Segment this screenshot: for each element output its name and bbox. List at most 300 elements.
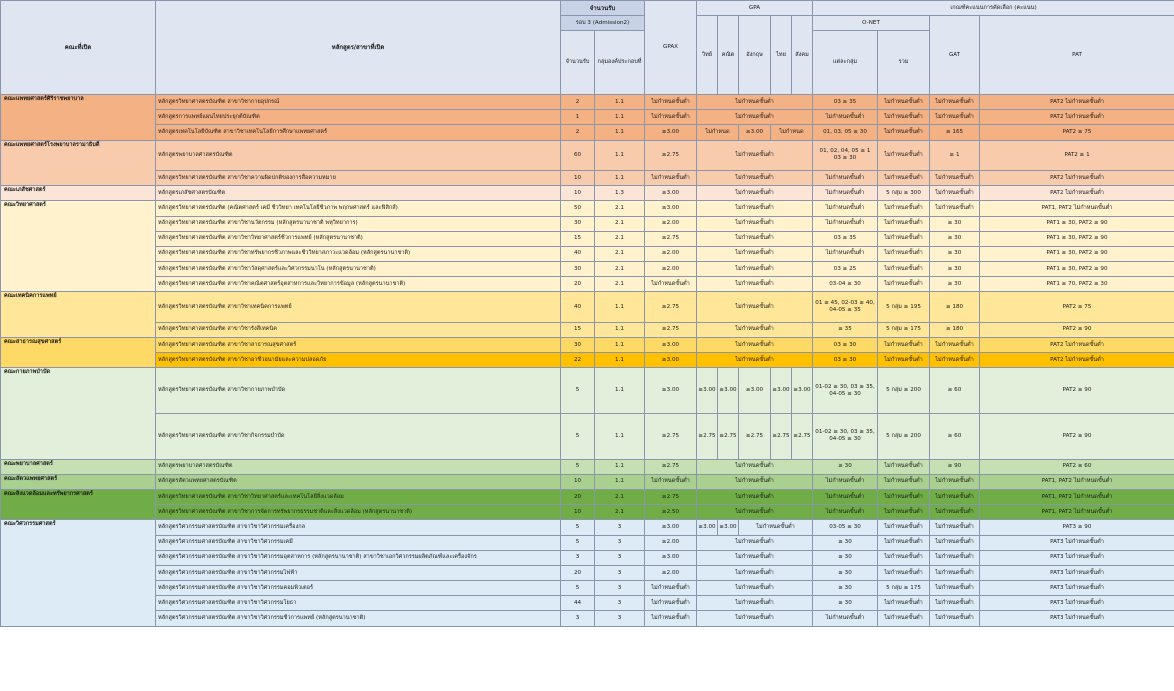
program-cell[interactable]: หลักสูตรวิทยาศาสตรบัณฑิต สาขาวิชานวัตกรรม (หลักสูตรนานาชาติ พหุวิทยาการ)	[156, 216, 561, 231]
element-group-cell[interactable]: 1.1	[595, 140, 645, 170]
header-onet-total[interactable]: รวม	[878, 31, 930, 95]
onet-total-cell[interactable]: ไม่กำหนดขั้นต่ำ	[878, 353, 930, 368]
gpax-cell[interactable]: ≥2.75	[645, 140, 697, 170]
gpax-cell[interactable]: ≥2.00	[645, 216, 697, 231]
onet-each-cell[interactable]: ≥ 30	[813, 581, 878, 596]
onet-each-cell[interactable]: 01, 02, 04, 05 ≥ 1 03 ≥ 30	[813, 140, 878, 170]
gat-cell[interactable]: ≥ 30	[930, 262, 980, 277]
onet-each-cell[interactable]: ไม่กำหนดขั้นต่ำ	[813, 110, 878, 125]
pat-cell[interactable]: PAT1 ≥ 30, PAT2 ≥ 90	[980, 262, 1174, 277]
pat-cell[interactable]: PAT2 ไม่กำหนดขั้นต่ำ	[980, 110, 1174, 125]
gat-cell[interactable]: ไม่กำหนดขั้นต่ำ	[930, 596, 980, 611]
gpa-cell[interactable]: ≥3.00	[697, 520, 718, 535]
pat-cell[interactable]: PAT1 ≥ 30, PAT2 ≥ 90	[980, 216, 1174, 231]
gat-cell[interactable]: ≥ 60	[930, 414, 980, 460]
gpa-cell[interactable]: ≥3.00	[718, 520, 739, 535]
gat-cell[interactable]: ไม่กำหนดขั้นต่ำ	[930, 95, 980, 110]
onet-each-cell[interactable]: 03 ≥ 30	[813, 338, 878, 353]
header-program[interactable]: หลักสูตร/สาขาที่เปิด	[156, 1, 561, 95]
gpax-cell[interactable]: ≥2.75	[645, 231, 697, 246]
seats-cell[interactable]: 15	[561, 231, 595, 246]
gpa-cell[interactable]: ≥3.00	[718, 368, 739, 414]
gpax-cell[interactable]: ไม่กำหนดขั้นต่ำ	[645, 474, 697, 489]
pat-cell[interactable]: PAT3 ไม่กำหนดขั้นต่ำ	[980, 581, 1174, 596]
element-group-cell[interactable]: 2.1	[595, 246, 645, 261]
gpa-cell[interactable]: ≥3.00	[739, 125, 771, 140]
seats-cell[interactable]: 30	[561, 338, 595, 353]
program-cell[interactable]: หลักสูตรวิทยาศาสตรบัณฑิต สาขาวิชาคณิตศาสตร์อุตสาหการและวิทยาการข้อมูล (หลักสูตรนานาชาติ)	[156, 277, 561, 292]
pat-cell[interactable]: PAT3 ไม่กำหนดขั้นต่ำ	[980, 596, 1174, 611]
gat-cell[interactable]: ไม่กำหนดขั้นต่ำ	[930, 338, 980, 353]
gpax-cell[interactable]: ไม่กำหนดขั้นต่ำ	[645, 596, 697, 611]
program-cell[interactable]: หลักสูตรเทคโนโลยีบัณฑิต สาขาวิชาเทคโนโลยีการศึกษาแพทยศาสตร์	[156, 125, 561, 140]
onet-each-cell[interactable]: 01, 03, 05 ≥ 30	[813, 125, 878, 140]
header-criteria-group[interactable]: เกณฑ์คะแนนการคัดเลือก (คะแนน)	[813, 1, 1174, 16]
gpax-cell[interactable]: ≥3.00	[645, 201, 697, 216]
pat-cell[interactable]: PAT1, PAT2 ไม่กำหนดขั้นต่ำ	[980, 489, 1174, 504]
element-group-cell[interactable]: 1.1	[595, 110, 645, 125]
gat-cell[interactable]: ไม่กำหนดขั้นต่ำ	[930, 565, 980, 580]
pat-cell[interactable]: PAT2 ไม่กำหนดขั้นต่ำ	[980, 95, 1174, 110]
gpa-cell[interactable]: ไม่กำหนดขั้นต่ำ	[697, 140, 813, 170]
onet-each-cell[interactable]: 03 ≥ 35	[813, 95, 878, 110]
pat-cell[interactable]: PAT2 ≥ 60	[980, 459, 1174, 474]
gat-cell[interactable]: ≥ 60	[930, 368, 980, 414]
gpax-cell[interactable]: ≥2.75	[645, 322, 697, 337]
element-group-cell[interactable]: 1.3	[595, 186, 645, 201]
onet-each-cell[interactable]: 01-02 ≥ 30, 03 ≥ 35, 04-05 ≥ 30	[813, 368, 878, 414]
element-group-cell[interactable]: 1.1	[595, 292, 645, 322]
onet-total-cell[interactable]: 5 กลุ่ม ≥ 175	[878, 581, 930, 596]
seats-cell[interactable]: 5	[561, 414, 595, 460]
element-group-cell[interactable]: 1.1	[595, 368, 645, 414]
gpax-cell[interactable]: ≥3.00	[645, 353, 697, 368]
gpa-cell[interactable]: ไม่กำหนดขั้นต่ำ	[697, 170, 813, 185]
program-cell[interactable]: หลักสูตรวิทยาศาสตรบัณฑิต สาขาวิชาความผิดปกติของการสื่อความหมาย	[156, 170, 561, 185]
onet-total-cell[interactable]: ไม่กำหนดขั้นต่ำ	[878, 277, 930, 292]
onet-total-cell[interactable]: 5 กลุ่ม ≥ 300	[878, 186, 930, 201]
onet-each-cell[interactable]: ไม่กำหนดขั้นต่ำ	[813, 489, 878, 504]
element-group-cell[interactable]: 1.1	[595, 338, 645, 353]
element-group-cell[interactable]: 3	[595, 550, 645, 565]
gat-cell[interactable]: ≥ 165	[930, 125, 980, 140]
pat-cell[interactable]: PAT2 ไม่กำหนดขั้นต่ำ	[980, 338, 1174, 353]
pat-cell[interactable]: PAT2 ไม่กำหนดขั้นต่ำ	[980, 353, 1174, 368]
program-cell[interactable]: หลักสูตรวิทยาศาสตรบัณฑิต สาขาวิชาวัสดุศาสตร์และวิศวกรรมนาโน (หลักสูตรนานาชาติ)	[156, 262, 561, 277]
gat-cell[interactable]: ≥ 30	[930, 277, 980, 292]
gpa-cell[interactable]: ไม่กำหนดขั้นต่ำ	[697, 186, 813, 201]
gpax-cell[interactable]: ≥3.00	[645, 125, 697, 140]
pat-cell[interactable]: PAT2 ≥ 75	[980, 125, 1174, 140]
onet-total-cell[interactable]: ไม่กำหนดขั้นต่ำ	[878, 201, 930, 216]
onet-total-cell[interactable]: 5 กลุ่ม ≥ 195	[878, 292, 930, 322]
program-cell[interactable]: หลักสูตรวิทยาศาสตรบัณฑิต สาขาวิชาการจัดการทรัพยากรธรรมชาติและสิ่งแวดล้อม (หลักสูตรนานาชาติ)	[156, 505, 561, 520]
onet-total-cell[interactable]: ไม่กำหนดขั้นต่ำ	[878, 231, 930, 246]
gpa-cell[interactable]: ไม่กำหนดขั้นต่ำ	[697, 322, 813, 337]
gpa-cell[interactable]: ไม่กำหนดขั้นต่ำ	[697, 262, 813, 277]
pat-cell[interactable]: PAT1 ≥ 30, PAT2 ≥ 90	[980, 231, 1174, 246]
onet-each-cell[interactable]: ไม่กำหนดขั้นต่ำ	[813, 505, 878, 520]
onet-each-cell[interactable]: ไม่กำหนดขั้นต่ำ	[813, 170, 878, 185]
gpax-cell[interactable]: ไม่กำหนดขั้นต่ำ	[645, 611, 697, 626]
gpa-cell[interactable]: ไม่กำหนดขั้นต่ำ	[697, 277, 813, 292]
gpax-cell[interactable]: ≥3.00	[645, 186, 697, 201]
seats-cell[interactable]: 5	[561, 459, 595, 474]
gat-cell[interactable]: ไม่กำหนดขั้นต่ำ	[930, 474, 980, 489]
seats-cell[interactable]: 20	[561, 565, 595, 580]
seats-cell[interactable]: 30	[561, 262, 595, 277]
element-group-cell[interactable]: 1.1	[595, 414, 645, 460]
header-onet-group[interactable]: O-NET	[813, 16, 930, 31]
seats-cell[interactable]: 2	[561, 95, 595, 110]
onet-total-cell[interactable]: ไม่กำหนดขั้นต่ำ	[878, 520, 930, 535]
onet-total-cell[interactable]: ไม่กำหนดขั้นต่ำ	[878, 262, 930, 277]
gpa-cell[interactable]: ≥3.00	[739, 368, 771, 414]
element-group-cell[interactable]: 1.1	[595, 125, 645, 140]
onet-each-cell[interactable]: ไม่กำหนดขั้นต่ำ	[813, 246, 878, 261]
header-gpa-eng[interactable]: อังกฤษ	[739, 16, 771, 95]
pat-cell[interactable]: PAT2 ≥ 75	[980, 292, 1174, 322]
program-cell[interactable]: หลักสูตรวิทยาศาสตรบัณฑิต สาขาวิชาวิทยาศาสตร์ชีวการแพทย์ (หลักสูตรนานาชาติ)	[156, 231, 561, 246]
gat-cell[interactable]: ไม่กำหนดขั้นต่ำ	[930, 535, 980, 550]
pat-cell[interactable]: PAT2 ≥ 1	[980, 140, 1174, 170]
gpa-cell[interactable]: ไม่กำหนดขั้นต่ำ	[697, 550, 813, 565]
gpa-cell[interactable]: ไม่กำหนดขั้นต่ำ	[697, 353, 813, 368]
gpa-cell[interactable]: ≥3.00	[792, 368, 813, 414]
gpa-cell[interactable]: ≥3.00	[697, 368, 718, 414]
gpa-cell[interactable]: ไม่กำหนดขั้นต่ำ	[697, 95, 813, 110]
onet-total-cell[interactable]: ไม่กำหนดขั้นต่ำ	[878, 459, 930, 474]
element-group-cell[interactable]: 2.1	[595, 277, 645, 292]
gat-cell[interactable]: ไม่กำหนดขั้นต่ำ	[930, 611, 980, 626]
header-onet-each[interactable]: แต่ละกลุ่ม	[813, 31, 878, 95]
header-seats-group[interactable]: จำนวนรับ	[561, 1, 645, 16]
pat-cell[interactable]: PAT1, PAT2 ไม่กำหนดขั้นต่ำ	[980, 505, 1174, 520]
seats-cell[interactable]: 5	[561, 368, 595, 414]
gpax-cell[interactable]: ไม่กำหนดขั้นต่ำ	[645, 110, 697, 125]
gpa-cell[interactable]: ไม่กำหนดขั้นต่ำ	[697, 565, 813, 580]
gpa-cell[interactable]: ไม่กำหนดขั้นต่ำ	[697, 246, 813, 261]
onet-each-cell[interactable]: 03 ≥ 35	[813, 231, 878, 246]
gpa-cell[interactable]: ไม่กำหนดขั้นต่ำ	[697, 110, 813, 125]
gpa-cell[interactable]: ≥2.75	[771, 414, 792, 460]
pat-cell[interactable]: PAT3 ไม่กำหนดขั้นต่ำ	[980, 550, 1174, 565]
gpa-cell[interactable]: ≥3.00	[771, 368, 792, 414]
onet-total-cell[interactable]: 5 กลุ่ม ≥ 175	[878, 322, 930, 337]
gpax-cell[interactable]: ≥2.75	[645, 414, 697, 460]
faculty-cell[interactable]: คณะแพทยศาสตร์ศิริราชพยาบาล	[1, 95, 156, 141]
seats-cell[interactable]: 44	[561, 596, 595, 611]
gat-cell[interactable]: ไม่กำหนดขั้นต่ำ	[930, 505, 980, 520]
faculty-cell[interactable]: คณะเภสัชศาสตร์	[1, 186, 156, 201]
pat-cell[interactable]: PAT3 ≥ 90	[980, 520, 1174, 535]
pat-cell[interactable]: PAT1, PAT2 ไม่กำหนดขั้นต่ำ	[980, 474, 1174, 489]
seats-cell[interactable]: 40	[561, 292, 595, 322]
gat-cell[interactable]: ≥ 30	[930, 246, 980, 261]
faculty-cell[interactable]: คณะสิ่งแวดล้อมและทรัพยากรศาสตร์	[1, 489, 156, 519]
gat-cell[interactable]: ≥ 1	[930, 140, 980, 170]
onet-each-cell[interactable]: ไม่กำหนดขั้นต่ำ	[813, 611, 878, 626]
gat-cell[interactable]: ไม่กำหนดขั้นต่ำ	[930, 110, 980, 125]
program-cell[interactable]: หลักสูตรวิทยาศาสตรบัณฑิต สาขาวิชากิจกรรมบำบัด	[156, 414, 561, 460]
pat-cell[interactable]: PAT2 ไม่กำหนดขั้นต่ำ	[980, 170, 1174, 185]
onet-each-cell[interactable]: 01 ≥ 45, 02-03 ≥ 40, 04-05 ≥ 35	[813, 292, 878, 322]
onet-each-cell[interactable]: ≥ 30	[813, 535, 878, 550]
element-group-cell[interactable]: 2.1	[595, 231, 645, 246]
gpa-cell[interactable]: ≥2.75	[718, 414, 739, 460]
program-cell[interactable]: หลักสูตรเภสัชศาสตรบัณฑิต	[156, 186, 561, 201]
program-cell[interactable]: หลักสูตรพยาบาลศาสตรบัณฑิต	[156, 459, 561, 474]
element-group-cell[interactable]: 1.1	[595, 474, 645, 489]
gpa-cell[interactable]: ไม่กำหนดขั้นต่ำ	[697, 474, 813, 489]
onet-each-cell[interactable]: 03 ≥ 25	[813, 262, 878, 277]
onet-total-cell[interactable]: ไม่กำหนดขั้นต่ำ	[878, 505, 930, 520]
seats-cell[interactable]: 5	[561, 520, 595, 535]
gpa-cell[interactable]: ไม่กำหนดขั้นต่ำ	[697, 489, 813, 504]
onet-each-cell[interactable]: ไม่กำหนดขั้นต่ำ	[813, 474, 878, 489]
gat-cell[interactable]: ไม่กำหนดขั้นต่ำ	[930, 581, 980, 596]
header-gpa-math[interactable]: คณิต	[718, 16, 739, 95]
gat-cell[interactable]: ไม่กำหนดขั้นต่ำ	[930, 186, 980, 201]
program-cell[interactable]: หลักสูตรวิศวกรรมศาสตรบัณฑิต สาขาวิชาวิศวกรรมคอมพิวเตอร์	[156, 581, 561, 596]
program-cell[interactable]: หลักสูตรวิทยาศาสตรบัณฑิต สาขาวิชาวิทยาศาสตร์และเทคโนโลยีสิ่งแวดล้อม	[156, 489, 561, 504]
onet-each-cell[interactable]: ไม่กำหนดขั้นต่ำ	[813, 201, 878, 216]
onet-each-cell[interactable]: ≥ 35	[813, 322, 878, 337]
program-cell[interactable]: หลักสูตรวิศวกรรมศาสตรบัณฑิต สาขาวิชาวิศวกรรมเครื่องกล	[156, 520, 561, 535]
onet-total-cell[interactable]: ไม่กำหนดขั้นต่ำ	[878, 338, 930, 353]
gpa-cell[interactable]: ไม่กำหนดขั้นต่ำ	[739, 520, 813, 535]
gpax-cell[interactable]: ≥2.00	[645, 262, 697, 277]
onet-each-cell[interactable]: 03-05 ≥ 30	[813, 520, 878, 535]
gpax-cell[interactable]: ≥3.00	[645, 550, 697, 565]
gpa-cell[interactable]: ไม่กำหนดขั้นต่ำ	[697, 581, 813, 596]
program-cell[interactable]: หลักสูตรวิทยาศาสตรบัณฑิต สาขาวิชาทรัพยากรชีวภาพและชีววิทยาสภาวะแวดล้อม (หลักสูตรนานาชาติ)	[156, 246, 561, 261]
onet-each-cell[interactable]: ไม่กำหนดขั้นต่ำ	[813, 186, 878, 201]
header-gpa-sci[interactable]: วิทย์	[697, 16, 718, 95]
onet-total-cell[interactable]: ไม่กำหนดขั้นต่ำ	[878, 125, 930, 140]
seats-cell[interactable]: 60	[561, 140, 595, 170]
gpa-cell[interactable]: ไม่กำหนดขั้นต่ำ	[697, 292, 813, 322]
seats-cell[interactable]: 10	[561, 505, 595, 520]
gpax-cell[interactable]: ≥2.75	[645, 489, 697, 504]
element-group-cell[interactable]: 2.1	[595, 216, 645, 231]
program-cell[interactable]: หลักสูตรวิทยาศาสตรบัณฑิต สาขาวิชาอาชีวอนามัยและความปลอดภัย	[156, 353, 561, 368]
onet-total-cell[interactable]: ไม่กำหนดขั้นต่ำ	[878, 140, 930, 170]
element-group-cell[interactable]: 1.1	[595, 459, 645, 474]
pat-cell[interactable]: PAT1 ≥ 70, PAT2 ≥ 30	[980, 277, 1174, 292]
header-pat[interactable]: PAT	[980, 16, 1174, 95]
seats-cell[interactable]: 22	[561, 353, 595, 368]
onet-each-cell[interactable]: 03 ≥ 30	[813, 353, 878, 368]
gpax-cell[interactable]: ไม่กำหนดขั้นต่ำ	[645, 95, 697, 110]
onet-each-cell[interactable]: ≥ 30	[813, 565, 878, 580]
element-group-cell[interactable]: 3	[595, 535, 645, 550]
gat-cell[interactable]: ไม่กำหนดขั้นต่ำ	[930, 520, 980, 535]
gpax-cell[interactable]: ≥2.50	[645, 505, 697, 520]
header-round[interactable]: รอบ 3 (Admission2)	[561, 16, 645, 31]
gat-cell[interactable]: ≥ 180	[930, 322, 980, 337]
gpa-cell[interactable]: ไม่กำหนดขั้นต่ำ	[697, 535, 813, 550]
onet-total-cell[interactable]: ไม่กำหนดขั้นต่ำ	[878, 535, 930, 550]
program-cell[interactable]: หลักสูตรวิศวกรรมศาสตรบัณฑิต สาขาวิชาวิศวกรรมโยธา	[156, 596, 561, 611]
gpa-cell[interactable]: ไม่กำหนดขั้นต่ำ	[697, 338, 813, 353]
onet-total-cell[interactable]: ไม่กำหนดขั้นต่ำ	[878, 596, 930, 611]
onet-total-cell[interactable]: ไม่กำหนดขั้นต่ำ	[878, 216, 930, 231]
gat-cell[interactable]: ≥ 180	[930, 292, 980, 322]
seats-cell[interactable]: 20	[561, 277, 595, 292]
seats-cell[interactable]: 20	[561, 489, 595, 504]
gat-cell[interactable]: ≥ 30	[930, 231, 980, 246]
gat-cell[interactable]: ไม่กำหนดขั้นต่ำ	[930, 170, 980, 185]
onet-total-cell[interactable]: 5 กลุ่ม ≥ 200	[878, 368, 930, 414]
onet-total-cell[interactable]: ไม่กำหนดขั้นต่ำ	[878, 489, 930, 504]
onet-total-cell[interactable]: ไม่กำหนดขั้นต่ำ	[878, 246, 930, 261]
pat-cell[interactable]: PAT1 ≥ 30, PAT2 ≥ 90	[980, 246, 1174, 261]
onet-total-cell[interactable]: ไม่กำหนดขั้นต่ำ	[878, 550, 930, 565]
pat-cell[interactable]: PAT2 ≥ 90	[980, 414, 1174, 460]
seats-cell[interactable]: 50	[561, 201, 595, 216]
onet-each-cell[interactable]: ≥ 30	[813, 459, 878, 474]
faculty-cell[interactable]: คณะแพทยศาสตร์โรงพยาบาลรามาธิบดี	[1, 140, 156, 186]
pat-cell[interactable]: PAT3 ไม่กำหนดขั้นต่ำ	[980, 535, 1174, 550]
program-cell[interactable]: หลักสูตรวิศวกรรมศาสตรบัณฑิต สาขาวิชาวิศวกรรมเคมี	[156, 535, 561, 550]
onet-each-cell[interactable]: ไม่กำหนดขั้นต่ำ	[813, 216, 878, 231]
seats-cell[interactable]: 10	[561, 186, 595, 201]
gpa-cell[interactable]: ไม่กำหนดขั้นต่ำ	[697, 505, 813, 520]
seats-cell[interactable]: 5	[561, 581, 595, 596]
program-cell[interactable]: หลักสูตรพยาบาลศาสตรบัณฑิต	[156, 140, 561, 170]
element-group-cell[interactable]: 2.1	[595, 201, 645, 216]
onet-total-cell[interactable]: ไม่กำหนดขั้นต่ำ	[878, 565, 930, 580]
program-cell[interactable]: หลักสูตรวิทยาศาสตรบัณฑิต สาขาวิชารังสีเทคนิค	[156, 322, 561, 337]
onet-each-cell[interactable]: 03-04 ≥ 30	[813, 277, 878, 292]
onet-total-cell[interactable]: ไม่กำหนดขั้นต่ำ	[878, 611, 930, 626]
gpax-cell[interactable]: ≥2.00	[645, 246, 697, 261]
gat-cell[interactable]: ไม่กำหนดขั้นต่ำ	[930, 489, 980, 504]
gat-cell[interactable]: ≥ 30	[930, 216, 980, 231]
faculty-cell[interactable]: คณะเทคนิคการแพทย์	[1, 292, 156, 338]
element-group-cell[interactable]: 1.1	[595, 322, 645, 337]
gpax-cell[interactable]: ไม่กำหนดขั้นต่ำ	[645, 581, 697, 596]
seats-cell[interactable]: 40	[561, 246, 595, 261]
gat-cell[interactable]: ≥ 90	[930, 459, 980, 474]
onet-each-cell[interactable]: ≥ 30	[813, 596, 878, 611]
program-cell[interactable]: หลักสูตรวิทยาศาสตรบัณฑิต สาขาวิชากายอุปกรณ์	[156, 95, 561, 110]
gpa-cell[interactable]: ไม่กำหนด	[697, 125, 739, 140]
gpax-cell[interactable]: ≥2.75	[645, 459, 697, 474]
element-group-cell[interactable]: 2.1	[595, 489, 645, 504]
gpa-cell[interactable]: ≥2.75	[739, 414, 771, 460]
program-cell[interactable]: หลักสูตรการแพทย์แผนไทยประยุกต์บัณฑิต	[156, 110, 561, 125]
gpax-cell[interactable]: ≥3.00	[645, 338, 697, 353]
seats-cell[interactable]: 10	[561, 170, 595, 185]
element-group-cell[interactable]: 2.1	[595, 262, 645, 277]
program-cell[interactable]: หลักสูตรสัตวแพทยศาสตรบัณฑิต	[156, 474, 561, 489]
gpax-cell[interactable]: ≥3.00	[645, 520, 697, 535]
program-cell[interactable]: หลักสูตรวิทยาศาสตรบัณฑิต (คณิตศาสตร์ เคมี ชีววิทยา เทคโนโลยีชีวภาพ พฤกษศาสตร์ และฟิสิกส์)	[156, 201, 561, 216]
element-group-cell[interactable]: 3	[595, 520, 645, 535]
gpax-cell[interactable]: ≥2.75	[645, 292, 697, 322]
gpax-cell[interactable]: ไม่กำหนดขั้นต่ำ	[645, 277, 697, 292]
header-gat[interactable]: GAT	[930, 16, 980, 95]
gpa-cell[interactable]: ไม่กำหนดขั้นต่ำ	[697, 201, 813, 216]
pat-cell[interactable]: PAT3 ไม่กำหนดขั้นต่ำ	[980, 611, 1174, 626]
header-faculty[interactable]: คณะที่เปิด	[1, 1, 156, 95]
gpa-cell[interactable]: ไม่กำหนดขั้นต่ำ	[697, 596, 813, 611]
header-seats[interactable]: จำนวนรับ	[561, 31, 595, 95]
element-group-cell[interactable]: 3	[595, 581, 645, 596]
program-cell[interactable]: หลักสูตรวิศวกรรมศาสตรบัณฑิต สาขาวิชาวิศวกรรมอุตสาหการ (หลักสูตรนานาชาติ) สาขาวิชาเอกวิศวกรรมผลิตภัณฑ์และเครื่องจักร	[156, 550, 561, 565]
faculty-cell[interactable]: คณะวิศวกรรมศาสตร์	[1, 520, 156, 626]
pat-cell[interactable]: PAT2 ≥ 90	[980, 368, 1174, 414]
header-gpa-social[interactable]: สังคม	[792, 16, 813, 95]
seats-cell[interactable]: 5	[561, 535, 595, 550]
onet-total-cell[interactable]: 5 กลุ่ม ≥ 200	[878, 414, 930, 460]
gat-cell[interactable]: ไม่กำหนดขั้นต่ำ	[930, 550, 980, 565]
onet-each-cell[interactable]: ≥ 30	[813, 550, 878, 565]
element-group-cell[interactable]: 1.1	[595, 170, 645, 185]
gpa-cell[interactable]: ≥2.75	[792, 414, 813, 460]
gpa-cell[interactable]: ไม่กำหนดขั้นต่ำ	[697, 216, 813, 231]
pat-cell[interactable]: PAT2 ไม่กำหนดขั้นต่ำ	[980, 186, 1174, 201]
gpa-cell[interactable]: ไม่กำหนดขั้นต่ำ	[697, 611, 813, 626]
gpax-cell[interactable]: ≥2.00	[645, 565, 697, 580]
pat-cell[interactable]: PAT3 ไม่กำหนดขั้นต่ำ	[980, 565, 1174, 580]
header-gpa-group[interactable]: GPA	[697, 1, 813, 16]
seats-cell[interactable]: 3	[561, 550, 595, 565]
program-cell[interactable]: หลักสูตรวิศวกรรมศาสตรบัณฑิต สาขาวิชาวิศวกรรมชีวการแพทย์ (หลักสูตรนานาชาติ)	[156, 611, 561, 626]
element-group-cell[interactable]: 3	[595, 565, 645, 580]
program-cell[interactable]: หลักสูตรวิศวกรรมศาสตรบัณฑิต สาขาวิชาวิศวกรรมไฟฟ้า	[156, 565, 561, 580]
element-group-cell[interactable]: 1.1	[595, 95, 645, 110]
onet-total-cell[interactable]: ไม่กำหนดขั้นต่ำ	[878, 95, 930, 110]
element-group-cell[interactable]: 3	[595, 611, 645, 626]
faculty-cell[interactable]: คณะพยาบาลศาสตร์	[1, 459, 156, 474]
program-cell[interactable]: หลักสูตรวิทยาศาสตรบัณฑิต สาขาวิชาเทคนิคการแพทย์	[156, 292, 561, 322]
header-gpax[interactable]: GPAX	[645, 1, 697, 95]
faculty-cell[interactable]: คณะกายภาพบำบัด	[1, 368, 156, 459]
program-cell[interactable]: หลักสูตรวิทยาศาสตรบัณฑิต สาขาวิชาสาธารณสุขศาสตร์	[156, 338, 561, 353]
onet-total-cell[interactable]: ไม่กำหนดขั้นต่ำ	[878, 474, 930, 489]
header-element-group[interactable]: กลุ่มองค์ประกอบที่	[595, 31, 645, 95]
seats-cell[interactable]: 1	[561, 110, 595, 125]
gpax-cell[interactable]: ไม่กำหนดขั้นต่ำ	[645, 170, 697, 185]
onet-total-cell[interactable]: ไม่กำหนดขั้นต่ำ	[878, 110, 930, 125]
faculty-cell[interactable]: คณะสัตวแพทยศาสตร์	[1, 474, 156, 489]
seats-cell[interactable]: 2	[561, 125, 595, 140]
gpa-cell[interactable]: ไม่กำหนด	[771, 125, 813, 140]
pat-cell[interactable]: PAT1, PAT2 ไม่กำหนดขั้นต่ำ	[980, 201, 1174, 216]
element-group-cell[interactable]: 2.1	[595, 505, 645, 520]
header-gpa-thai[interactable]: ไทย	[771, 16, 792, 95]
onet-total-cell[interactable]: ไม่กำหนดขั้นต่ำ	[878, 170, 930, 185]
element-group-cell[interactable]: 1.1	[595, 353, 645, 368]
gpa-cell[interactable]: ไม่กำหนดขั้นต่ำ	[697, 231, 813, 246]
seats-cell[interactable]: 3	[561, 611, 595, 626]
gat-cell[interactable]: ไม่กำหนดขั้นต่ำ	[930, 201, 980, 216]
program-cell[interactable]: หลักสูตรวิทยาศาสตรบัณฑิต สาขาวิชากายภาพบำบัด	[156, 368, 561, 414]
faculty-cell[interactable]: คณะวิทยาศาสตร์	[1, 201, 156, 292]
pat-cell[interactable]: PAT2 ≥ 90	[980, 322, 1174, 337]
faculty-cell[interactable]: คณะสาธารณสุขศาสตร์	[1, 338, 156, 368]
seats-cell[interactable]: 10	[561, 474, 595, 489]
gat-cell[interactable]: ไม่กำหนดขั้นต่ำ	[930, 353, 980, 368]
element-group-cell[interactable]: 3	[595, 596, 645, 611]
seats-cell[interactable]: 30	[561, 216, 595, 231]
gpax-cell[interactable]: ≥2.00	[645, 535, 697, 550]
gpa-cell[interactable]: ≥2.75	[697, 414, 718, 460]
seats-cell[interactable]: 15	[561, 322, 595, 337]
